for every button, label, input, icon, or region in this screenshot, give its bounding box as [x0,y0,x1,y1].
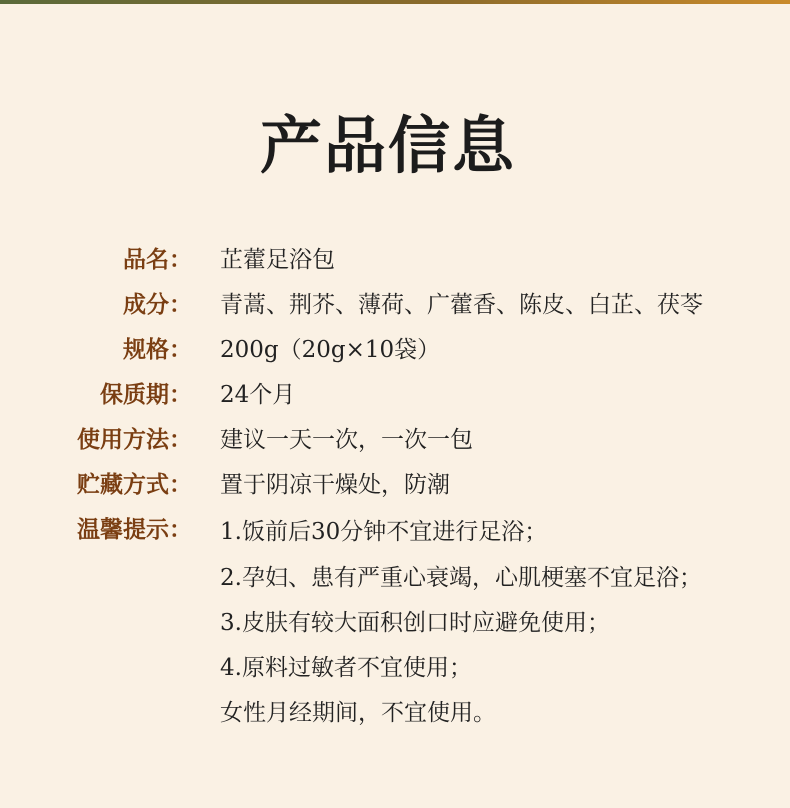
tip-line: 3.皮肤有较大面积创口时应避免使用； [220,610,610,636]
tips-label: 温馨提示： [77,516,192,543]
spec-value: 200g（20g×10袋） [220,337,441,363]
shelf-life-value: 24个月 [220,382,296,408]
info-row-storage [0,465,790,505]
tip-line: 4.原料过敏者不宜使用； [220,655,472,681]
info-row-usage [0,420,790,460]
info-row-spec [0,330,790,370]
ingredients-label: 成分： [123,291,192,318]
storage-value: 置于阴凉干燥处，防潮 [220,472,450,498]
tip-line: 2.孕妇、患有严重心衰竭，心肌梗塞不宜足浴； [220,565,702,591]
tip-line: 1.饭前后30分钟不宜进行足浴； [220,519,548,545]
page-title: 产品信息 [259,109,516,182]
storage-label: 贮藏方式： [77,471,192,498]
usage-value: 建议一天一次，一次一包 [220,427,473,453]
spec-label: 规格： [123,336,192,363]
info-row-shelf-life [0,375,790,415]
usage-label: 使用方法： [77,426,192,453]
top-decor-stripe [0,0,790,4]
tip-line: 女性月经期间，不宜使用。 [220,700,496,726]
name-label: 品名： [123,246,192,273]
shelf-life-label: 保质期： [100,381,192,408]
info-row-ingredients [0,285,790,325]
name-value: 芷藿足浴包 [220,247,335,273]
info-row-name [0,240,790,280]
ingredients-value: 青蒿、荆芥、薄荷、广藿香、陈皮、白芷、茯苓 [220,292,703,318]
